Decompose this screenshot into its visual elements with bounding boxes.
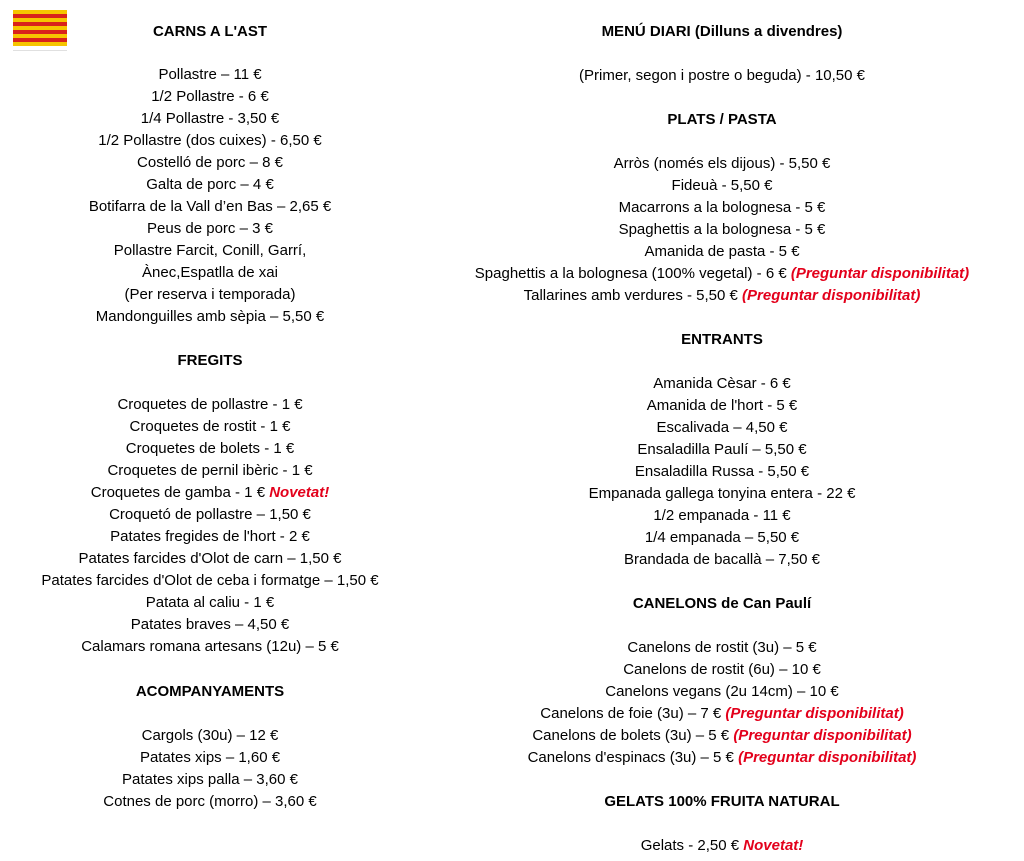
- menu-item: Spaghettis a la bolognesa (100% vegetal) - 6 € (Preguntar disponibilitat): [474, 265, 970, 282]
- section-heading: CANELONS de Can Paulí: [632, 595, 812, 612]
- section-gelats: [420, 791, 1024, 857]
- menu-item: Tallarines amb verdures - 5,50 € (Preguntar disponibilitat): [523, 287, 921, 304]
- menu-item: Croquetes de gamba - 1 € Novetat!: [90, 484, 330, 501]
- menu-item: Croquetes de pernil ibèric - 1 €: [107, 462, 313, 479]
- section-menu-diari: [420, 21, 1024, 87]
- menu-item: Galta de porc – 4 €: [146, 176, 274, 193]
- menu-item: Patates fregides de l'hort - 2 €: [110, 528, 310, 545]
- section-heading: MENÚ DIARI (Dilluns a divendres): [601, 23, 843, 40]
- section-entrants: [420, 329, 1024, 571]
- menu-item: Patates farcides d'Olot de carn – 1,50 €: [78, 550, 342, 567]
- menu-item: Costelló de porc – 8 €: [137, 154, 283, 171]
- menu-item: Canelons de bolets (3u) – 5 € (Preguntar disponibilitat): [532, 727, 912, 744]
- availability-note: (Preguntar disponibilitat): [725, 705, 904, 722]
- menu-item: Pollastre Farcit, Conill, Garrí,: [113, 242, 307, 259]
- menu-item: Spaghettis a la bolognesa - 5 €: [618, 221, 826, 238]
- menu-item: Ensaladilla Paulí – 5,50 €: [637, 441, 807, 458]
- menu-item: Canelons de foie (3u) – 7 € (Preguntar disponibilitat): [540, 705, 904, 722]
- menu-item: Amanida de pasta - 5 €: [644, 243, 800, 260]
- menu-item: Gelats - 2,50 € Novetat!: [640, 837, 804, 854]
- menu-item: Empanada gallega tonyina entera - 22 €: [588, 485, 856, 502]
- menu-item: 1/2 Pollastre (dos cuixes) - 6,50 €: [98, 132, 322, 149]
- section-plats: [420, 109, 1024, 307]
- section-heading: PLATS / PASTA: [667, 111, 777, 128]
- menu-item: Cotnes de porc (morro) – 3,60 €: [103, 793, 317, 810]
- menu-item: Canelons de rostit (6u) – 10 €: [623, 661, 821, 678]
- menu-item: Escalivada – 4,50 €: [656, 419, 788, 436]
- novetat-badge: Novetat!: [743, 837, 804, 854]
- menu-item: Croquetes de pollastre - 1 €: [117, 396, 303, 413]
- menu-item: Croquetes de rostit - 1 €: [129, 418, 291, 435]
- menu-item: Fideuà - 5,50 €: [671, 177, 773, 194]
- menu-item: Croquetes de bolets - 1 €: [125, 440, 295, 457]
- menu-item: Canelons d'espinacs (3u) – 5 € (Preguntar disponibilitat): [527, 749, 917, 766]
- section-heading: ENTRANTS: [681, 331, 763, 348]
- menu-item: 1/4 empanada – 5,50 €: [644, 529, 800, 546]
- menu-item: (Primer, segon i postre o beguda) - 10,50 €: [579, 67, 865, 84]
- menu-item: 1/4 Pollastre - 3,50 €: [140, 110, 280, 127]
- menu-item: Patates xips palla – 3,60 €: [122, 771, 298, 788]
- availability-note: (Preguntar disponibilitat): [738, 749, 917, 766]
- menu-item: 1/2 empanada - 11 €: [653, 507, 791, 524]
- menu-item: Croquetó de pollastre – 1,50 €: [109, 506, 311, 523]
- section-heading: CARNS A L'AST: [152, 23, 268, 40]
- section-fregits: [0, 350, 420, 658]
- menu-item: Ànec,Espatlla de xai: [142, 264, 278, 281]
- menu-item: Pollastre – 11 €: [158, 66, 262, 83]
- menu-item: Amanida Cèsar - 6 €: [653, 375, 791, 392]
- availability-note: (Preguntar disponibilitat): [790, 265, 970, 282]
- menu-item: Peus de porc – 3 €: [147, 220, 273, 237]
- menu-item: Canelons de rostit (3u) – 5 €: [627, 639, 817, 656]
- menu-item: Arròs (només els dijous) - 5,50 €: [613, 155, 831, 172]
- menu-item: Calamars romana artesans (12u) – 5 €: [81, 638, 339, 655]
- section-carns: [0, 21, 420, 328]
- menu-item: 1/2 Pollastre - 6 €: [151, 88, 269, 105]
- section-acompanyaments: [0, 681, 420, 813]
- section-canelons: [420, 593, 1024, 769]
- availability-note: (Preguntar disponibilitat): [733, 727, 912, 744]
- menu-item: Brandada de bacallà – 7,50 €: [624, 551, 820, 568]
- menu-item: Mandonguilles amb sèpia – 5,50 €: [95, 308, 325, 325]
- section-heading: ACOMPANYAMENTS: [135, 683, 285, 700]
- menu-item: Amanida de l'hort - 5 €: [646, 397, 798, 414]
- menu-item: Patates braves – 4,50 €: [130, 616, 290, 633]
- menu-item: Patates farcides d'Olot de ceba i formatge – 1,50 €: [41, 572, 379, 589]
- menu-item: Patata al caliu - 1 €: [145, 594, 275, 611]
- menu-item: Ensaladilla Russa - 5,50 €: [634, 463, 810, 480]
- menu-item: (Per reserva i temporada): [124, 286, 296, 303]
- menu-item: Canelons vegans (2u 14cm) – 10 €: [605, 683, 839, 700]
- availability-note: (Preguntar disponibilitat): [742, 287, 921, 304]
- menu-item: Patates xips – 1,60 €: [139, 749, 281, 766]
- menu-item: Macarrons a la bolognesa - 5 €: [618, 199, 826, 216]
- menu-item: Cargols (30u) – 12 €: [141, 727, 279, 744]
- novetat-badge: Novetat!: [269, 484, 330, 501]
- section-heading: GELATS 100% FRUITA NATURAL: [604, 793, 840, 810]
- section-heading: FREGITS: [177, 352, 243, 369]
- menu-item: Botifarra de la Vall d’en Bas – 2,65 €: [88, 198, 332, 215]
